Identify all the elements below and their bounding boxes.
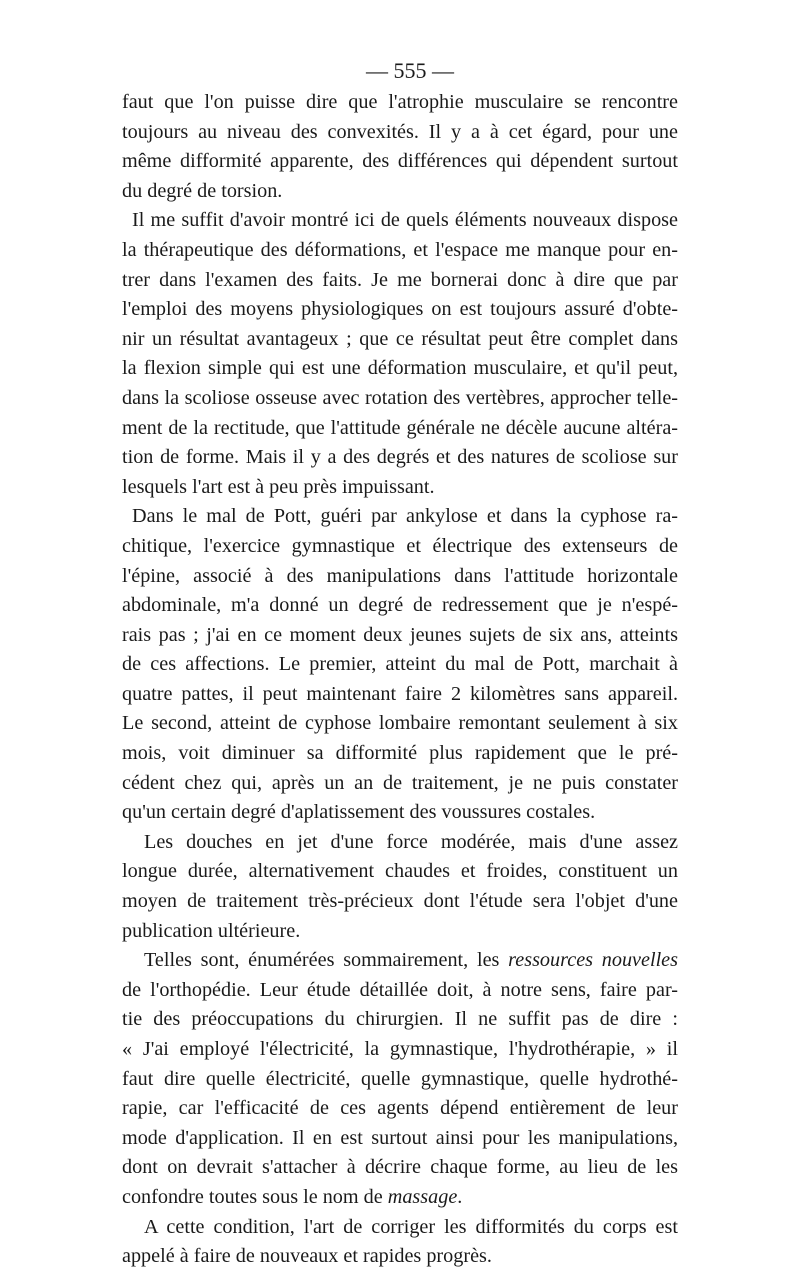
- book-page: [122, 56, 678, 1272]
- italic-phrase: massage: [387, 1185, 458, 1208]
- text-line: la thérapeutique des déformations, et l'espace me manque pour en-: [122, 238, 678, 261]
- text-line: nir un résultat avantageux ; que ce résultat peut être complet dans: [122, 327, 678, 350]
- text-line: trer dans l'examen des faits. Je me bornerai donc à dire que par: [122, 268, 678, 291]
- text-line: A cette condition, l'art de corriger les difformités du corps est: [144, 1215, 678, 1238]
- body-text: [122, 88, 678, 1272]
- text-line: qu'un certain degré d'aplatissement des voussures costales.: [122, 801, 596, 824]
- text-line: rapie, car l'efficacité de ces agents dépend entièrement de leur: [122, 1097, 678, 1120]
- paragraph-5: [122, 946, 678, 1212]
- text-line: ment de la rectitude, que l'attitude générale ne décèle aucune altéra-: [122, 416, 678, 439]
- text-line: faut dire quelle électricité, quelle gymnastique, quelle hydrothé-: [122, 1067, 678, 1090]
- text-line: Le second, atteint de cyphose lombaire remontant seulement à six: [122, 712, 678, 735]
- text-line: moyen de traitement très-précieux dont l'étude sera l'objet d'une: [122, 890, 678, 913]
- text-line: Dans le mal de Pott, guéri par ankylose et dans la cyphose ra-: [132, 505, 678, 528]
- text-line: l'épine, associé à des manipulations dans l'attitude horizontale: [122, 564, 678, 587]
- italic-phrase: ressources nouvelles: [508, 949, 678, 972]
- text-run: confondre toutes sous le nom de: [122, 1185, 383, 1208]
- paragraph-3: [122, 502, 678, 828]
- text-line: longue durée, alternativement chaudes et froides, constituent un: [122, 860, 678, 883]
- text-line: mois, voit diminuer sa difformité plus rapidement que le pré-: [122, 742, 678, 765]
- text-line: abdominale, m'a donné un degré de redressement que je n'espé-: [122, 594, 678, 617]
- text-line: quatre pattes, il peut maintenant faire 2 kilomètres sans appareil.: [122, 682, 678, 705]
- text-line: « J'ai employé l'électricité, la gymnastique, l'hydrothérapie, » il: [122, 1038, 678, 1060]
- text-line: publication ultérieure.: [122, 919, 301, 942]
- paragraph-4: [122, 828, 678, 946]
- text-line: l'emploi des moyens physiologiques on est toujours assuré d'obte-: [122, 298, 678, 321]
- text-line: Les douches en jet d'une force modérée, mais d'une assez: [144, 830, 678, 853]
- text-line: dont on devrait s'attacher à décrire chaque forme, au lieu de les: [122, 1156, 678, 1179]
- text-line: tie des préoccupations du chirurgien. Il ne suffit pas de dire :: [122, 1008, 678, 1031]
- text-line: [122, 946, 678, 976]
- text-line: cédent chez qui, après un an de traitement, je ne puis constater: [122, 771, 678, 794]
- text-line: toujours au niveau des convexités. Il y a à cet égard, pour une: [122, 120, 678, 143]
- text-line: de l'orthopédie. Leur étude détaillée doit, à notre sens, faire par-: [122, 978, 678, 1001]
- text-line: faut que l'on puisse dire que l'atrophie musculaire se rencontre: [122, 91, 678, 113]
- text-line: rais pas ; j'ai en ce moment deux jeunes sujets de six ans, atteints: [122, 623, 678, 646]
- text-line: du degré de torsion.: [122, 179, 283, 202]
- paragraph-2: [122, 206, 678, 502]
- text-line: chitique, l'exercice gymnastique et électrique des extenseurs de: [122, 534, 678, 557]
- text-line: appelé à faire de nouveaux et rapides progrès.: [122, 1245, 492, 1268]
- page-number: — 555 —: [366, 58, 454, 83]
- text-line: mode d'application. Il en est surtout ainsi pour les manipulations,: [122, 1126, 678, 1149]
- text-run: .: [457, 1185, 463, 1208]
- text-line: lesquels l'art est à peu près impuissant.: [122, 475, 435, 498]
- text-line: [122, 1183, 678, 1213]
- text-line: Il me suffit d'avoir montré ici de quels éléments nouveaux dispose: [132, 209, 678, 232]
- paragraph-6: [122, 1213, 678, 1272]
- text-line: dans la scoliose osseuse avec rotation des vertèbres, approcher telle-: [122, 386, 678, 409]
- paragraph-1: [122, 88, 678, 206]
- text-line: la flexion simple qui est une déformation musculaire, et qu'il peut,: [122, 357, 678, 380]
- text-line: tion de forme. Mais il y a des degrés et des natures de scoliose sur: [122, 446, 678, 469]
- text-line: de ces affections. Le premier, atteint du mal de Pott, marchait à: [122, 653, 678, 676]
- text-run: Telles sont, énumérées sommairement, les: [144, 949, 500, 972]
- text-line: même difformité apparente, des différences qui dépendent surtout: [122, 150, 678, 173]
